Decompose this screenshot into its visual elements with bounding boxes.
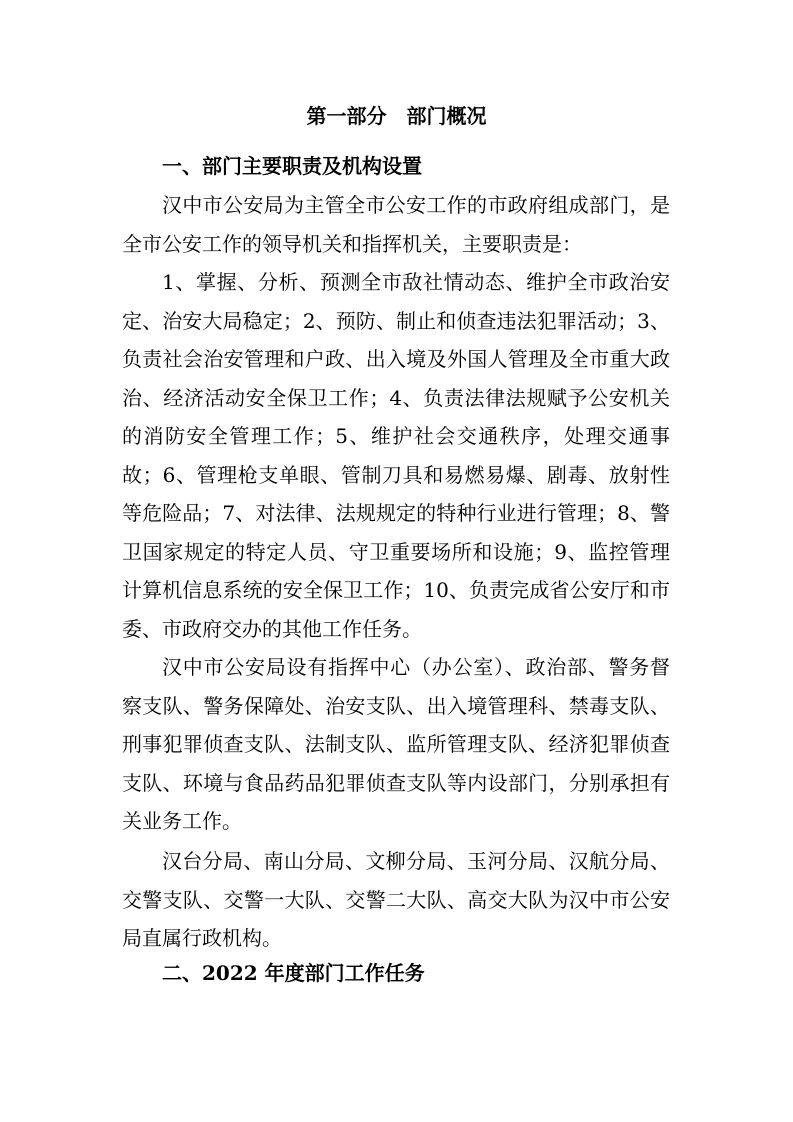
paragraph-branches: 汉台分局、南山分局、文柳分局、玉河分局、汉航分局、交警支队、交警一大队、交警二大队、高交大队为汉中市公安局直属行政机构。	[122, 849, 670, 950]
paragraph-duties: 1、掌握、分析、预测全市敌社情动态、维护全市政治安定、治安大局稳定；2、预防、制止和侦查违法犯罪活动；3、负责社会治安管理和户政、出入境及外国人管理及全市重大政治、经济活动安全保卫工作；4、负责法律法规赋予公安机关的消防安全管理工作；5、维护社会交通秩序，处理交通事故；6、管理枪支单眼、管制刀具和易燃易爆、剧毒、放射性等危险品；7、对法律、法规规定的特种行业进行管理；8、警卫国家规定的特定人员、守卫重要场所和设施；9、监控管理计算机信息系统的安全保卫工作；10、负责完成省公安厅和市委、市政府交办的其他工作任务。	[122, 270, 670, 641]
section-heading-2: 二、2022 年度部门工作任务	[162, 961, 425, 985]
paragraph-intro: 汉中市公安局为主管全市公安工作的市政府组成部门，是全市公安工作的领导机关和指挥机关，主要职责是：	[122, 193, 670, 256]
paragraph-departments: 汉中市公安局设有指挥中心（办公室）、政治部、警务督察支队、警务保障处、治安支队、出入境管理科、禁毒支队、刑事犯罪侦查支队、法制支队、监所管理支队、经济犯罪侦查支队、环境与食品药品犯罪侦查支队等内设部门，分别承担有关业务工作。	[122, 655, 670, 833]
section-heading-1: 一、部门主要职责及机构设置	[162, 154, 422, 178]
page-title: 第一部分 部门概况	[306, 104, 487, 128]
